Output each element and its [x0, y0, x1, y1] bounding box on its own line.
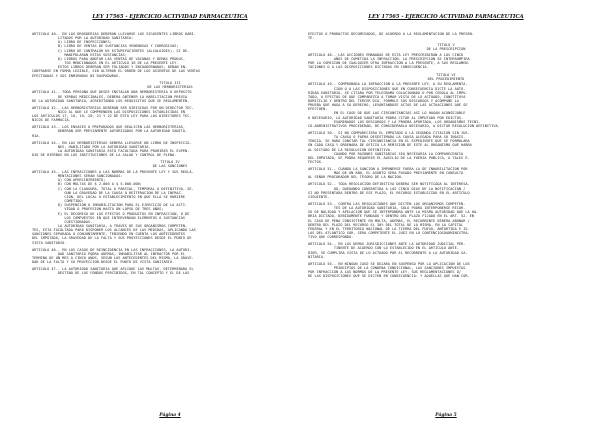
article-paragraph: ARTICULO 53.- CONTRA LAS RESOLUCIONES QUE DICTEN LOS ORGANISMOS COMPETEN- TES DE LA AUTORIDAD SANITARIA, SOLO PODRA INTERPONERSE RECUR- SO DE NULIDAD Y APELACION QUE SE INTERPONDRA ANTE LA MISMA AUTORIDAD QUE LA HA- BRIA DICTADO, DEBIDAMENTE FUNDADO Y DENTRO DEL PLAZO FIJADO EN EL ART. 52. EN EL CASO DE PENA CONSISTENTE EN MULTA, ADEMAS, EL RECURRENTE DEBERA ABONAR / DENTRO DEL PLAZO DEL RECURSO EL 30% DEL TOTAL DE LA MISMA. EN LA CAPITAL FEDERAL Y EN EL TERRITORIO NACIONAL DE LA TIERRA DEL FUEGO, ANTARTIDA E IS- LAS DEL ATLANTICO SUR, SERA COMPETENTE EL JUEZ EN LO CONTENCIOSOADMINISTRA- TIVO QUE CORRESPONDA.	[308, 201, 479, 240]
page-header: LEY 17565 - EJERCICIO ACTIVIDAD FARMACEUTICA	[92, 14, 248, 20]
page-right	[308, 14, 584, 418]
section-title: TITULO V DE LA PRESCRIPCION	[426, 43, 466, 52]
article-paragraph: ARTICULO 46.- EN LOS CASOS DE REINCIDENCIA EN LAS INFRACCIONES, LA AUTORI- DAD SANITARIA PODRA ADEMAS, INHABILITAR AL INFRACTOR POR EL TERMINO DE UN MES A CINCO AÑOS, SEGUN LOS ANTECEDENTES DEL MISMO, LA GRAVE- DAD DE LA FALTA Y SU PROYECCION DESDE EL PUNTO DE VISTA SANITARIO.	[32, 247, 194, 265]
article-paragraph: ARTICULO 40.- EN LAS DROGUERIAS DEBERAN LLEVARSE LOS SIGUIENTES LIBROS HABI- LITADOS POR LA AUTORIDAD SANITARIA: A) LIBRO DE INSPECCIONES; B) LIBRO DE VENTAS DE SUSTANCIAS VENENOSAS Y CORROSIVAS; C) LIBRO DE CONTRALOR DE ESTUPEFACIENTES (ALCALOIDES), SI DE- MANIPULARAN ESTAS SUSTANCIAS; D) LIBROS PARA ANOTAR LAS VENTAS DE VACUNAS Y DEMAS PRODUC- TOS MENCIONADOS EN EL ARTICULO 36 DE LA PRESENTE LEY. ESTOS LIBROS DEBERAN SER FOLIADOS Y ENCUADERNADOS, DEBAN EN- CONTRARSE EN FORMA LEGIBLE, SIN ALTERAR EL ORDEN DE LOS ASIENTOS DE LAS VENTAS EFECTUADAS Y SUS ENMIENDAS NI RASPADURAS.	[32, 32, 201, 78]
page-body	[308, 32, 584, 278]
article-paragraph: ARTICULO 49.- COMPROBADA LA INFRACCION A LA PRESENTE LEY, A SU REGLAMENTA- CION O A LAS DISPOSICIONES QUE EN CONSECUENCIA DICTE LA AUTO- RIDAD SANITARIA, SE CITARA POR TELEGRAMA COLACIONADO O POR CEDULA AL IMPU- TADO, A EFECTOS DE QUE COMPAREZCA A TOMAR VISTA DE LO ACTUADO, CONSTITUYA DOMICILIO Y DENTRO DEL TERCER DIA, FORMULE SUS DESCARGOS Y ACOMPAÑE LA PRUEBA QUE HAGA A SU DERECHO, LEVANTANDOSE ACTAS DE LAS ACTUACIONES QUE SE EFECTUEN. EN EL CASO DE QUE LAS CIRCUNSTANCIAS ASI LO HAGAN ACONSEJABLE O NECESARIO, LA AUTORIDAD SANITARIA PODRA CITAR AL IMPUTADO POR EDICTOS. EXAMINADOS LOS DESCARGOS Y LA PRUEBA APORTADA, LOS ORGANISMOS TECNI- CO-ADMINISTRATIVOS PROCEDERAN, DE CONSIDERARLO NECESARIO, A DICTAR RESOLUCION DEFINITIVA.	[308, 82, 500, 128]
section-title: TITULO VI DEL PROCEDIMIENTO	[427, 72, 465, 81]
page-footer: Página 5	[435, 413, 457, 418]
article-paragraph: EFECTOS O PRODUCTOS DECOMISADOS, DE ACUERDO A LA REGLAMENTACION DE LA PRESEN- TE.	[308, 32, 474, 41]
article-paragraph: ARTICULO 47.- LA AUTORIDAD SANITARIA QUE APLIQUE LAS MULTAS, DETERMINARA EL DESTINO DE LOS FONDOS PERCIBIDOS, EN TAL CONCEPTO Y EL DE LOS	[32, 267, 194, 276]
page-footer: Página 4	[159, 413, 181, 418]
article-paragraph: ARTICULO 44.- EN LAS HERBORISTERIAS DEBERA LLEVARSE UN LIBRO DE INSPECCIO- NES, HABILITADO POR LA AUTORIDAD SANITARIA. LA AUTORIDAD SANITARIA ESTA FACULTADA PARA PROHIBIR EL EXPEN- DIO DE HIERBAS EN LOS INSTITUCIONES DE LA SALUD Y CONTROL DE PLENA.	[32, 140, 192, 158]
page-body	[32, 32, 308, 276]
article-paragraph: ARTICULO 48.- LAS ACCIONES EMANADAS DE ESTA LEY PRESCRIBIRAN A LOS CINCO AÑOS DE COMETIDA LA INFRACCION. LA PRESCRIPCION SE INTERRUMPIRA POR LA COMISION DE CUALQUIER OTRA INFRACCION A LA PRESENTE, A SUS REGLAMEN- TACIONES O A LAS DISPOSICIONES DICTADAS EN CONSECUENCIA.	[308, 53, 470, 70]
article-paragraph: ARTICULO 42.- LAS HERBORISTERIAS DEBERAN SER DIRIGIDAS POR UN DIRECTOR TEC- NICO AL QUE LE COMPRENDEN LAS DISPOSICIONES ESTABLECIDAS EN LOS ARTICULOS 17, 18, 19, 20, 21 Y 22 DE ESTA LEY PARA LOS DIRECTORES TEC- NICOS DE FARMACIA.	[32, 105, 194, 123]
section-title: TITULO III DE LAS HERBORISTERIAS	[147, 80, 193, 89]
page-header: LEY 17565 - EJERCICIO ACTIVIDAD FARMACEUTICA	[368, 14, 524, 20]
article-paragraph: ARTICULO 52.- TODA RESOLUCION DEFINITIVA DEBERA SER NOTIFICADA AL INTERESA- DO, QUEDANDO CONSENTIDA A LOS CINCO DIAS DE LA NOTIFICACION / SI NO PRESENTARA DENTRO DE ESE PLAZO, EL RECURSO ESTABLECIDO EN EL ARTICULO SIGUIENTE.	[308, 182, 470, 199]
section-title: TITULO IV DE LAS SANCIONES	[152, 160, 188, 169]
article-paragraph: ARTICULO 55.- EN NINGUN CASO SE DEJARA EN SUSPENSO POR LA APLICACION DE LOS PRINCIPIOS DE LA CONDENA CONDICIONAL, LAS SANCIONES IMPUESTAS POR INFRACCION A LAS NORMAS DE LA PRESENTE LEY, SUS REGLAMENTACIONES O/ DE LAS DISPOSICIONES QUE SE DICTEN EN CONSECUENCIA: Y AQUELLAS QUE HAN COR-	[308, 261, 470, 279]
article-paragraph: ARTICULO 51.- CUANDO LA SANCION A IMPONERSE FUERA LA DE INHABILITACION POR MAS DE UN AÑO, EL ASUNTO SERA PASADO PREVIAMENTE EN CONSULTA AL SEÑOR PROCURADOR DEL TESORO DE LA NACION.	[308, 167, 468, 180]
article-paragraph: ARTICULO 54.- EN LOS DEMAS JURISDICCIONES ANTE LA AUTORIDAD JUDICIAL PER- TINENTE DE ACUERDO CON LO ESTABLECIDO EN EL ARTICULO ANTE- RIOR, SE CUMPLIRA VISTA DE LO ACTUADO POR EL RECURRENTE A LA AUTORIDAD SA- NITARIA.	[308, 242, 468, 259]
article-paragraph: ARTICULO 50.- SI NO COMPARECIERA EL IMPUTADO A LA SEGUNDA CITACION SIN JUS- TA CAUSA O FUERA DESESTIMADA LA CAUSA ALEGADA PARA SU INASIS- TENCIA, SE HARA CONSTAR TAL CIRCUNSTANCIA EN EL EXPEDIENTE QUE SE FORMULARA EN CADA CASO Y ORDENARA DE OFICIO LA REMISION DE ESTE AL ORGANISMO QUE HABRA AL DICTADO DE LA RESOLUCION DEFINITIVA. CUANDO POR RAZONES SANITARIAS SEA NECESARIA LA COMPARECENCIA DEL IMPUTADO, SE PODRA REQUERIR EL AUXILIO DE LA FUERZA PUBLICA, A TALES E- FECTOS.	[308, 130, 472, 165]
page-left	[32, 14, 308, 418]
article-paragraph: ARTICULO 43.- LOS ENVASES O PREPARADOS QUE REALICEN LAS HERBORISTERIAS, DEBERAN SER PREVIAMENTE AUTORIZADOS POR LA AUTORIDAD SANITA- RIA.	[32, 125, 188, 138]
article-paragraph: ARTICULO 41.- TODA PERSONA QUE DESEE INSTALAR UNA HERBORISTERIA O DEPOSITO DE YERBAS MEDICINALES, DEBERA OBTENER LA HABILITACION PREVIA DE LA AUTORIDAD SANITARIA, ACREDITANDO LOS REQUISITOS QUE SE REGLAMENTEN.	[32, 90, 192, 103]
article-paragraph: ARTICULO 45.- LAS INFRACCIONES A LAS NORMAS DE LA PRESENTE LEY Y SUS REGLA- MENTACIONES SERAN SANCIONADAS: A) CON APERCIBIMIENTO; B) CON MULTAS DE $ 2.000 A $ 5.000.000; C) CON LA CLAUSURA, TOTAL O PARCIAL, TEMPORAL O DEFINITIVA, SE- GUN LA GRAVEDAD DE LA CAUSA O REITERACION DE LA INFRAC- CION, DEL LOCAL O ESTABLECIMIENTO EN QUE ELLA SE HUBIERE COMETIDO; D) SUSPENSION O INHABILITACION PARA EL EJERCICIO DE LA ACTI- VIDAD O PROFESION HASTA UN LAPSO DE TRES AÑOS; E) EL DECOMISO DE LOS EFECTOS O PRODUCTOS EN INFRACCION, O DE LOS COMPUESTOS EN QUE INTERVENGAN ELEMENTOS O SUSTANCIAS CUESTIONADAS. LA AUTORIDAD SANITARIA, A TRAVES DE SUS ORGANISMOS COMPETEN- TES, ESTA FACULTADA PARA DISPONER LOS ALCANCES DE LAS MEDIDAS, APLICANDO LAS SANCIONES SEPARADA O CONJUNTAMENTE, TENIENDO EN CUENTA LOS ANTECEDENTES DEL IMPUTADO, LA GRAVEDAD DE LA FALTA Y SUS PROYECCIONES DESDE EL PUNTO DE VISTA SANITARIO.	[32, 169, 196, 245]
